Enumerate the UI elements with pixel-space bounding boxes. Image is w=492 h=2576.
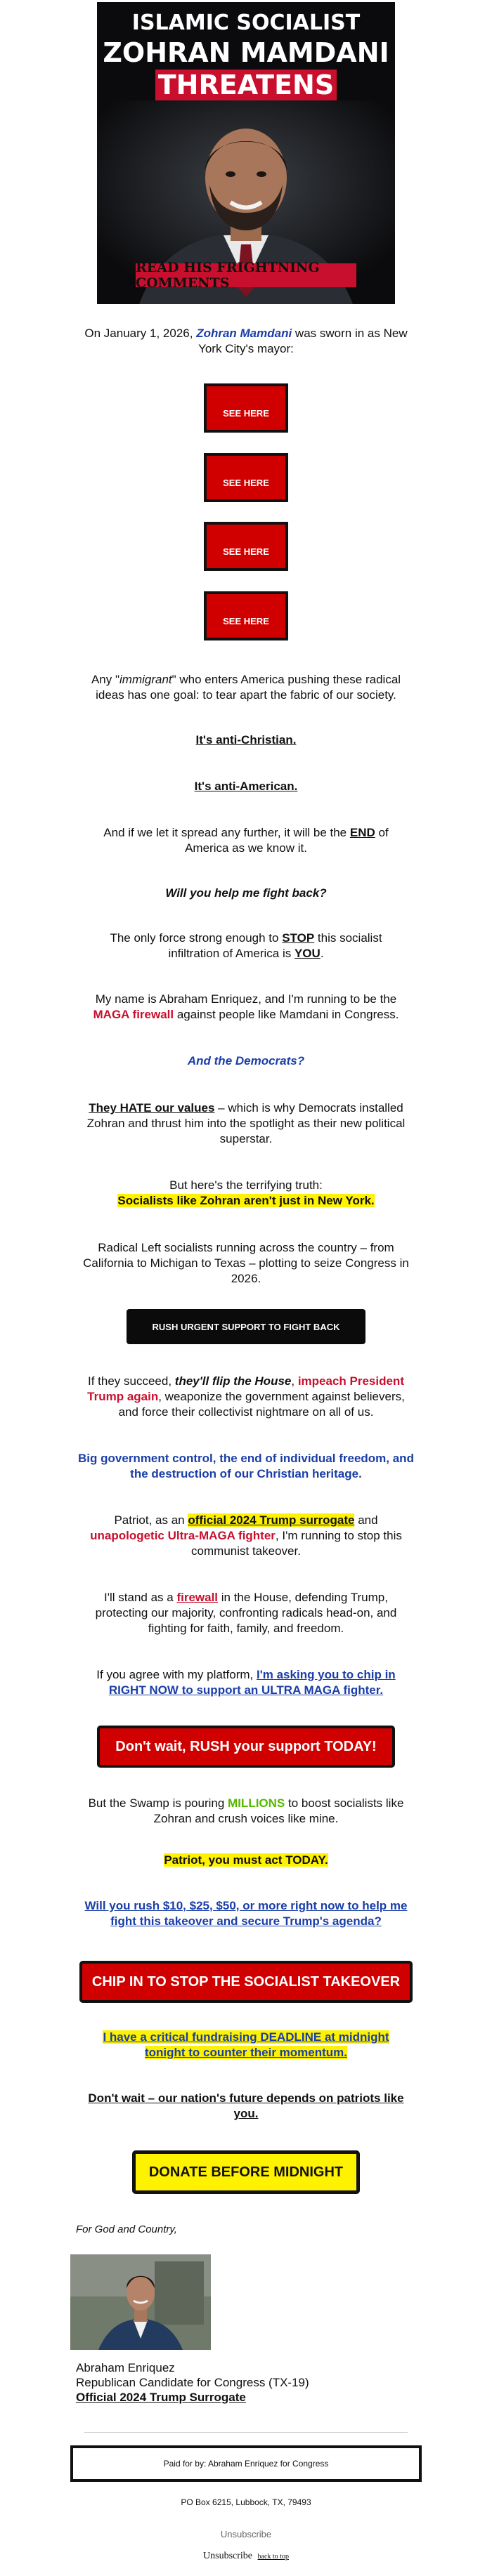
donate-before-midnight-button[interactable] bbox=[132, 2150, 360, 2194]
if-they-succeed-paragraph bbox=[77, 1374, 415, 1420]
stop-you: YOU bbox=[294, 947, 321, 960]
rush-amounts-paragraph bbox=[77, 1898, 415, 1929]
unsubscribe-link-1[interactable]: Unsubscribe bbox=[220, 2529, 272, 2539]
ultra-maga-fighter-text: unapologetic Ultra-MAGA fighter bbox=[90, 1529, 276, 1542]
hero-line-1: ISLAMIC SOCIALIST bbox=[131, 11, 361, 35]
see-here-button-3[interactable]: SEE HERE bbox=[204, 522, 288, 571]
chip-in-stop-takeover-button[interactable] bbox=[79, 1961, 413, 2003]
p1-pre: Any " bbox=[91, 673, 119, 686]
patriot-and: and bbox=[354, 1513, 378, 1527]
candidate-intro-paragraph bbox=[77, 992, 415, 1023]
hero-line-2: ZOHRAN MAMDANI bbox=[103, 37, 389, 68]
act-today-wrap bbox=[0, 1853, 492, 1868]
see-here-button-4[interactable]: SEE HERE bbox=[204, 591, 288, 640]
chip-in-link[interactable]: I'm asking you to chip in RIGHT NOW to support an ULTRA MAGA fighter. bbox=[108, 1668, 396, 1697]
hero-banner-image[interactable] bbox=[97, 2, 395, 304]
swamp-pre: But the Swamp is pouring bbox=[88, 1796, 228, 1810]
hate-values-text: They HATE our values bbox=[89, 1101, 215, 1115]
footer-divider bbox=[84, 2432, 408, 2433]
intro-paragraph bbox=[81, 326, 411, 357]
flip-house-text: they'll flip the House bbox=[174, 1374, 292, 1388]
anti-christian-line: It's anti-Christian. bbox=[195, 733, 297, 747]
see-here-button-2[interactable]: SEE HERE bbox=[204, 453, 288, 502]
intro-name: Zohran Mamdani bbox=[196, 327, 292, 340]
stand-post: in the House, defending Trump, protecting our majority, confronting radicals head-on, and fighting for faith, family, and freedom. bbox=[95, 1591, 397, 1635]
agree-pre: If you agree with my platform, bbox=[96, 1668, 257, 1681]
truth-highlight: Socialists like Zohran aren't just in New York. bbox=[117, 1194, 375, 1207]
dont-wait-rush-button[interactable] bbox=[97, 1726, 395, 1768]
signature-name: Abraham Enriquez bbox=[76, 2361, 175, 2374]
end-post: of America as we know it. bbox=[185, 826, 389, 855]
signature-title: Republican Candidate for Congress (TX-19) bbox=[76, 2376, 309, 2389]
unsubscribe-link-2[interactable]: Unsubscribe bbox=[203, 2551, 253, 2561]
democrats-question: And the Democrats? bbox=[187, 1054, 305, 1067]
end-word: END bbox=[349, 826, 375, 839]
patriot-surrogate-paragraph bbox=[77, 1513, 415, 1559]
intro-post: was sworn in as New York City's mayor: bbox=[198, 327, 408, 355]
footer-address: PO Box 6215, Lubbock, TX, 79493 bbox=[181, 2497, 311, 2507]
firewall-text: firewall bbox=[176, 1591, 219, 1604]
act-today-highlight: Patriot, you must act TODAY. bbox=[164, 1853, 328, 1867]
patriot-pre: Patriot, as an bbox=[114, 1513, 188, 1527]
millions-text: MILLIONS bbox=[228, 1796, 285, 1810]
big-government-paragraph bbox=[77, 1451, 415, 1482]
agree-platform-paragraph bbox=[77, 1667, 415, 1698]
impeach-text: impeach President Trump again bbox=[87, 1374, 404, 1403]
succeed-post: , weaponize the government against believers, and force their collectivist nightmare on all of us. bbox=[118, 1390, 405, 1419]
stop-mid: this socialist infiltration of America is bbox=[168, 931, 382, 960]
end-of-america-paragraph bbox=[84, 825, 408, 856]
big-gov-text: Big government control, the end of individual freedom, and the destruction of our Christian heritage. bbox=[78, 1452, 414, 1480]
future-text: Don't wait – our nation's future depends on patriots like you. bbox=[88, 2091, 404, 2120]
hate-post: – which is why Democrats installed Zohran and thrust him into the spotlight as their new political superstar. bbox=[86, 1101, 406, 1145]
succeed-pre: If they succeed, bbox=[88, 1374, 175, 1388]
rush-amounts-link[interactable]: Will you rush $10, $25, $50, or more right now to help me fight this takeover and secure Trump's agenda? bbox=[84, 1899, 408, 1928]
nation-future-paragraph bbox=[77, 2091, 415, 2122]
stand-pre: I'll stand as a bbox=[104, 1591, 177, 1604]
end-pre: And if we let it spread any further, it will be the bbox=[103, 826, 350, 839]
truth-highlight-wrap bbox=[0, 1193, 492, 1209]
fight-back-question: Will you help me fight back? bbox=[165, 886, 327, 900]
deadline-link[interactable]: I have a critical fundraising DEADLINE at midnight tonight to counter their momentum. bbox=[103, 2030, 389, 2059]
maga-firewall-text: MAGA firewall bbox=[93, 1008, 174, 1021]
dont-wait-label: Don't wait, RUSH your support TODAY! bbox=[115, 1738, 377, 1754]
back-to-top-link[interactable]: back to top bbox=[257, 2553, 289, 2561]
name-post: against people like Mamdani in Congress. bbox=[174, 1008, 399, 1021]
stop-paragraph bbox=[91, 931, 401, 961]
firewall-paragraph bbox=[77, 1590, 415, 1636]
hero-read-comments-banner: READ HIS FRIGHTNING COMMENTS bbox=[136, 263, 356, 287]
anti-american-line: It's anti-American. bbox=[194, 780, 298, 793]
immigrant-paragraph bbox=[77, 672, 415, 703]
candidate-photo bbox=[70, 2254, 211, 2350]
name-pre: My name is Abraham Enriquez, and I'm running to be the bbox=[95, 992, 397, 1006]
donate-label: DONATE BEFORE MIDNIGHT bbox=[148, 2164, 344, 2180]
swamp-post: to boost socialists like Zohran and crush voices like mine. bbox=[153, 1796, 404, 1825]
footer-bottom-links bbox=[0, 2551, 492, 2562]
radical-left-paragraph bbox=[77, 1240, 415, 1287]
trump-surrogate-highlight: official 2024 Trump surrogate bbox=[188, 1513, 355, 1527]
signature-surrogate: Official 2024 Trump Surrogate bbox=[76, 2391, 246, 2404]
hero-threatens-box: THREATENS bbox=[155, 70, 337, 100]
swamp-paragraph bbox=[77, 1796, 415, 1827]
paid-for-text: Paid for by: Abraham Enriquez for Congress bbox=[163, 2459, 329, 2469]
deadline-paragraph bbox=[84, 2030, 408, 2061]
rush-urgent-support-button[interactable] bbox=[127, 1309, 365, 1344]
closing-line: For God and Country, bbox=[76, 2223, 177, 2235]
patriot-post: , I'm running to stop this communist takeover. bbox=[191, 1529, 402, 1558]
see-here-button-1[interactable]: SEE HERE bbox=[204, 383, 288, 433]
hate-values-paragraph bbox=[77, 1100, 415, 1147]
radical-text: Radical Left socialists running across the country – from California to Michigan to Texas – plotting to seize Congress in 2026. bbox=[83, 1241, 409, 1285]
chip-in-label: CHIP IN TO STOP THE SOCIALIST TAKEOVER bbox=[91, 1973, 401, 1990]
rush-urgent-label: RUSH URGENT SUPPORT TO FIGHT BACK bbox=[152, 1321, 340, 1332]
paid-for-box bbox=[70, 2445, 422, 2482]
p1-em: immigrant bbox=[119, 673, 172, 686]
stop-end: . bbox=[320, 947, 324, 960]
p1-post: " who enters America pushing these radical ideas has one goal: to tear apart the fabric of our society. bbox=[96, 673, 401, 702]
stop-word: STOP bbox=[282, 931, 315, 945]
terrifying-truth-line: But here's the terrifying truth: bbox=[169, 1178, 323, 1192]
intro-pre: On January 1, 2026, bbox=[84, 327, 197, 340]
succeed-comma: , bbox=[291, 1374, 298, 1388]
stop-pre: The only force strong enough to bbox=[110, 931, 283, 945]
